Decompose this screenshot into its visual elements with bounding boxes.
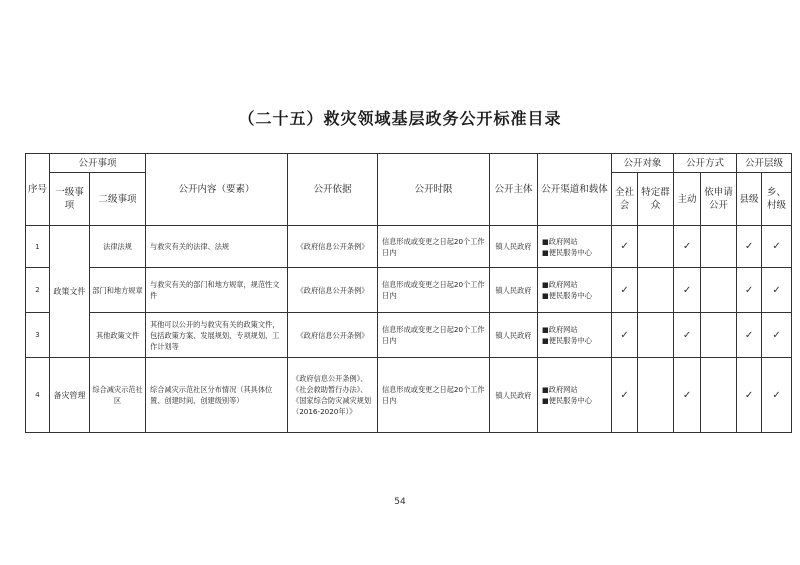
row-seq: 2 xyxy=(26,268,50,313)
check-target-specific xyxy=(638,268,674,313)
check-level-county: ✓ xyxy=(737,226,762,268)
header-channel: 公开渠道和载体 xyxy=(538,154,612,226)
table-row xyxy=(26,358,792,433)
row-level2: 部门和地方规章 xyxy=(90,268,146,313)
check-level-town: ✓ xyxy=(762,313,792,358)
check-method-request xyxy=(701,268,737,313)
check-method-request xyxy=(701,226,737,268)
row-seq: 1 xyxy=(26,226,50,268)
check-target-specific xyxy=(638,313,674,358)
header-level-town: 乡、村级 xyxy=(762,173,792,226)
table-row xyxy=(26,268,792,313)
row-basis: 《政府信息公开条例》 xyxy=(288,226,378,268)
row-subject: 镇人民政府 xyxy=(490,358,538,433)
row-content: 其他可以公开的与救灾有关的政策文件，包括政策方案、发展规划、专项规划、工作计划等 xyxy=(146,313,288,358)
row-timing: 信息形成或变更之日起20个工作日内 xyxy=(378,358,490,433)
header-level: 公开层级 xyxy=(737,154,792,173)
channel-website: ■政府网站 xyxy=(542,236,578,246)
channel-website: ■政府网站 xyxy=(542,280,578,289)
row-basis: 《政府信息公开条例》 xyxy=(288,313,378,358)
row-subject: 镇人民政府 xyxy=(490,313,538,358)
header-target: 公开对象 xyxy=(612,154,674,173)
channel-service-center: ■便民服务中心 xyxy=(542,336,592,345)
check-level-town: ✓ xyxy=(762,358,792,433)
row-channels xyxy=(538,268,612,313)
row-content: 与救灾有关的部门和地方规章，规范性文件 xyxy=(146,268,288,313)
check-target-specific xyxy=(638,226,674,268)
header-subject: 公开主体 xyxy=(490,154,538,226)
row-channels xyxy=(538,358,612,433)
check-target-specific xyxy=(638,358,674,433)
row-channels xyxy=(538,313,612,358)
row-level2: 其他政策文件 xyxy=(90,313,146,358)
check-level-town: ✓ xyxy=(762,268,792,313)
row-seq: 4 xyxy=(26,358,50,433)
check-method-active: ✓ xyxy=(674,358,701,433)
row-timing: 信息形成或变更之日起20个工作日内 xyxy=(378,226,490,268)
row-channels xyxy=(538,226,612,268)
header-timing: 公开时限 xyxy=(378,154,490,226)
header-target-all: 全社会 xyxy=(612,173,638,226)
category-cell: 备灾管理 xyxy=(50,358,90,433)
row-basis: 《政府信息公开条例》、《社会救助暂行办法》、《国家综合防灾减灾规划（2016-2020年）》 xyxy=(288,358,378,433)
header-items: 公开事项 xyxy=(50,154,146,173)
channel-service-center: ■便民服务中心 xyxy=(542,291,592,300)
check-target-all: ✓ xyxy=(612,226,638,268)
header-level2: 二级事项 xyxy=(90,173,146,226)
row-content: 与救灾有关的法律、法规 xyxy=(146,226,288,268)
check-target-all: ✓ xyxy=(612,313,638,358)
header-level1: 一级事项 xyxy=(50,173,90,226)
header-level-county: 县级 xyxy=(737,173,762,226)
check-target-all: ✓ xyxy=(612,358,638,433)
check-method-request xyxy=(701,313,737,358)
header-target-specific: 特定群众 xyxy=(638,173,674,226)
check-target-all: ✓ xyxy=(612,268,638,313)
table-row xyxy=(26,226,792,268)
category-cell: 政策文件 xyxy=(50,226,90,358)
row-level2: 综合减灾示范社区 xyxy=(90,358,146,433)
check-method-active: ✓ xyxy=(674,268,701,313)
check-method-request xyxy=(701,358,737,433)
check-level-county: ✓ xyxy=(737,358,762,433)
row-content: 综合减灾示范社区分布情况（其具体位置、创建时间、创建级别等） xyxy=(146,358,288,433)
row-timing: 信息形成或变更之日起20个工作日内 xyxy=(378,313,490,358)
header-seq: 序号 xyxy=(26,154,50,226)
row-seq: 3 xyxy=(26,313,50,358)
row-basis: 《政府信息公开条例》 xyxy=(288,268,378,313)
check-level-town: ✓ xyxy=(762,226,792,268)
check-method-active: ✓ xyxy=(674,226,701,268)
catalog-table xyxy=(25,153,792,433)
row-subject: 镇人民政府 xyxy=(490,268,538,313)
channel-website: ■政府网站 xyxy=(542,385,578,394)
check-method-active: ✓ xyxy=(674,313,701,358)
table-row xyxy=(26,313,792,358)
row-timing: 信息形成或变更之日起20个工作日内 xyxy=(378,268,490,313)
header-method-active: 主动 xyxy=(674,173,701,226)
channel-website: ■政府网站 xyxy=(542,325,578,334)
page-number: 54 xyxy=(394,497,406,507)
header-basis: 公开依据 xyxy=(288,154,378,226)
channel-service-center: ■便民服务中心 xyxy=(542,396,592,405)
channel-service-center: ■便民服务中心 xyxy=(542,247,592,257)
check-level-county: ✓ xyxy=(737,268,762,313)
check-level-county: ✓ xyxy=(737,313,762,358)
row-level2: 法律法规 xyxy=(90,226,146,268)
header-method-request: 依申请公开 xyxy=(701,173,737,226)
header-method: 公开方式 xyxy=(674,154,737,173)
row-subject: 镇人民政府 xyxy=(490,226,538,268)
page-title: （二十五）救灾领域基层政务公开标准目录 xyxy=(238,109,562,128)
header-content: 公开内容（要素） xyxy=(146,154,288,226)
